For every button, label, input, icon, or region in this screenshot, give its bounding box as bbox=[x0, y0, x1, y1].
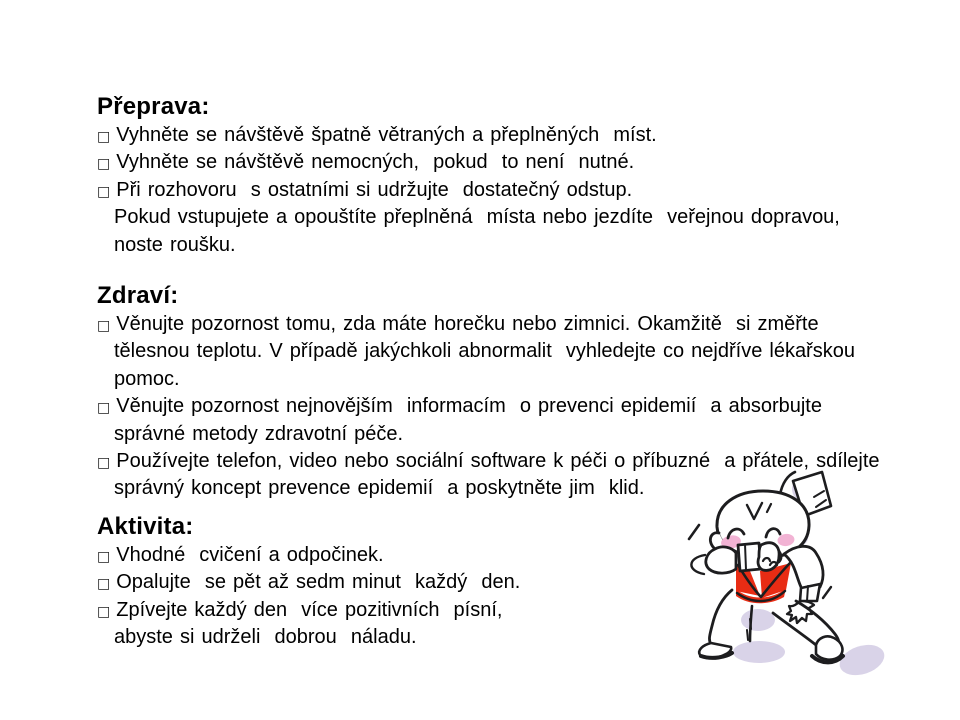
bullet-text: Vyhněte se návštěvě špatně větraných a přeplněných míst. bbox=[116, 124, 657, 146]
list-item bbox=[97, 311, 937, 393]
right-cuff-line bbox=[807, 586, 808, 601]
fist bbox=[758, 543, 779, 571]
bullet-text: Používejte telefon, video nebo sociální software k péči o příbuzné a přátele, sdílejte bbox=[116, 450, 880, 473]
right-shoe bbox=[816, 636, 842, 659]
section-title-preprava: Přeprava: bbox=[97, 93, 210, 120]
section-title-aktivita: Aktivita: bbox=[97, 512, 194, 540]
left-elbow bbox=[706, 547, 736, 573]
bullet-text: Pokud vstupujete a opouštíte přeplněná místa nebo jezdíte veřejnou dopravou, bbox=[114, 206, 840, 229]
bullet-square-icon: □ bbox=[97, 576, 111, 593]
right-cuff bbox=[800, 584, 820, 601]
kungfu-kid-illustration bbox=[674, 459, 910, 691]
bullet-text: správné metody zdravotní péče. bbox=[114, 422, 404, 445]
bullet-text: Zpívejte každý den více pozitivních písní, bbox=[116, 598, 503, 621]
bullet-text: Opalujte se pět až sedm minut každý den. bbox=[116, 571, 521, 594]
bullet-text: Věnujte pozornost nejnovějším informacím o prevenci epidemií a absorbujte bbox=[116, 395, 822, 418]
bullet-square-icon: □ bbox=[97, 603, 111, 620]
bullet-text: Věnujte pozornost tomu, zda máte horečku nebo zimnici. Okamžitě si změřte bbox=[116, 313, 819, 336]
section-preprava bbox=[97, 92, 937, 259]
list-item bbox=[97, 177, 937, 259]
bullet-text: Při rozhovoru s ostatními si udržujte dostatečný odstup. bbox=[116, 178, 633, 201]
illustration bbox=[674, 459, 910, 691]
bullet-square-icon: □ bbox=[97, 183, 111, 200]
bullet-text: tělesnou teplotu. V případě jakýchkoli abnormalit vyhledejte co nejdříve lékařskou bbox=[114, 340, 855, 363]
bullet-text: noste roušku. bbox=[114, 233, 236, 256]
motion-swoosh-left bbox=[691, 555, 705, 574]
bullet-square-icon: □ bbox=[97, 548, 111, 565]
bullet-square-icon: □ bbox=[97, 455, 111, 472]
bullet-text: Vhodné cvičení a odpočinek. bbox=[116, 543, 384, 566]
left-foot-shadow bbox=[733, 641, 785, 663]
right-foot-shadow bbox=[836, 640, 888, 681]
bullet-text: pomoc. bbox=[114, 367, 180, 390]
list-item bbox=[97, 393, 937, 448]
left-sleeve-line bbox=[745, 544, 746, 570]
bullet-square-icon: □ bbox=[97, 318, 111, 335]
bullet-square-icon: □ bbox=[97, 400, 111, 417]
bullet-square-icon: □ bbox=[97, 156, 111, 173]
bullet-text: správný koncept prevence epidemií a poskytněte jim klid. bbox=[114, 477, 645, 500]
section-title-zdravi: Zdraví: bbox=[97, 282, 179, 310]
list-item bbox=[97, 149, 937, 176]
left-leg-outer bbox=[709, 590, 732, 644]
motion-dash-right bbox=[823, 587, 831, 598]
bullet-text: abyste si udrželi dobrou náladu. bbox=[114, 626, 417, 649]
bullet-square-icon: □ bbox=[97, 129, 111, 145]
motion-dash-left bbox=[689, 525, 699, 539]
list-item bbox=[97, 122, 937, 149]
bullet-text: Vyhněte se návštěvě nemocných, pokud to není nutné. bbox=[116, 151, 635, 174]
crotch-shadow bbox=[741, 609, 775, 631]
